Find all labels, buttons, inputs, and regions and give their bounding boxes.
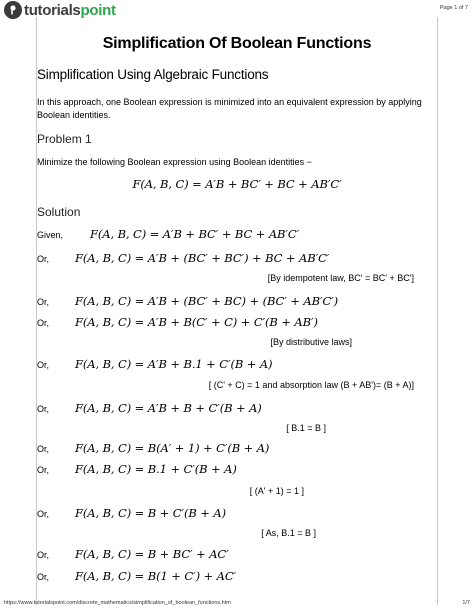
step-expression: F(A, B, C) = A′B + B + C′(B + A) [75,401,262,415]
or-label: Or, [37,404,50,414]
footer-page-number: 1/7 [462,600,470,606]
footer-url-link[interactable]: https://www.tutorialspoint.com/discrete_mathematics/simplification_of_boolean_functions.htm [4,600,231,606]
step-expression: F(A, B, C) = B.1 + C′(B + A) [75,462,237,476]
problem-expression: F(A, B, C) = A′B + BC′ + BC + AB′C′ [132,177,342,191]
logo-text [24,2,116,19]
problem-statement: Minimize the following Boolean expression using Boolean identities − [37,157,312,167]
step-expression: F(A, B, C) = A′B + (BC′ + BC) + (BC′ + AB′C′) [75,294,339,308]
section-heading: Simplification Using Algebraic Functions [37,67,269,82]
step-expression: F(A, B, C) = B + C′(B + A) [75,506,226,520]
step-expression: F(A, B, C) = B(1 + C′) + AC′ [75,569,237,583]
solution-heading: Solution [37,205,81,219]
step-note: [ B.1 = B ] [286,423,326,433]
or-label: Or, [37,444,50,454]
page-indicator: Page 1 of 7 [439,5,468,11]
or-label: Or, [37,465,50,475]
or-label: Or, [37,318,50,328]
step-note: [ (C' + C) = 1 and absorption law (B + AB')= (B + A)] [208,380,414,390]
tutorialspoint-logo-icon [4,1,22,19]
step-note: [By distributive laws] [270,337,352,347]
or-label: Or, [37,360,50,370]
logo-prefix: tutorials [24,1,81,19]
logo-accent: point [80,1,116,19]
or-label: Or, [37,550,50,560]
step-note: [ (A' + 1) = 1 ] [249,486,304,496]
step-expression: F(A, B, C) = B(A′ + 1) + C′(B + A) [75,441,270,455]
or-label: Or, [37,572,50,582]
step-expression: F(A, B, C) = A′B + B.1 + C′(B + A) [75,357,273,371]
or-label: Or, [37,297,50,307]
step-expression: F(A, B, C) = B + BC′ + AC′ [75,547,229,561]
step-expression: F(A, B, C) = A′B + (BC′ + BC′) + BC + AB′C′ [75,251,330,265]
intro-paragraph: In this approach, one Boolean expression is minimized into an equivalent expression by applying Boolean identities. [37,97,422,120]
page-title: Simplification Of Boolean Functions [102,35,372,52]
step-note: [By idempotent law, BC' = BC' + BC'] [267,273,414,283]
problem-heading: Problem 1 [37,132,92,146]
or-label: Or, [37,509,50,519]
given-label: Given, [37,230,64,240]
step-expression: F(A, B, C) = A′B + B(C′ + C) + C′(B + AB′) [75,315,318,329]
given-expression: F(A, B, C) = A′B + BC′ + BC + AB′C′ [90,227,300,241]
step-note: [ As, B.1 = B ] [261,528,316,538]
or-label: Or, [37,254,50,264]
